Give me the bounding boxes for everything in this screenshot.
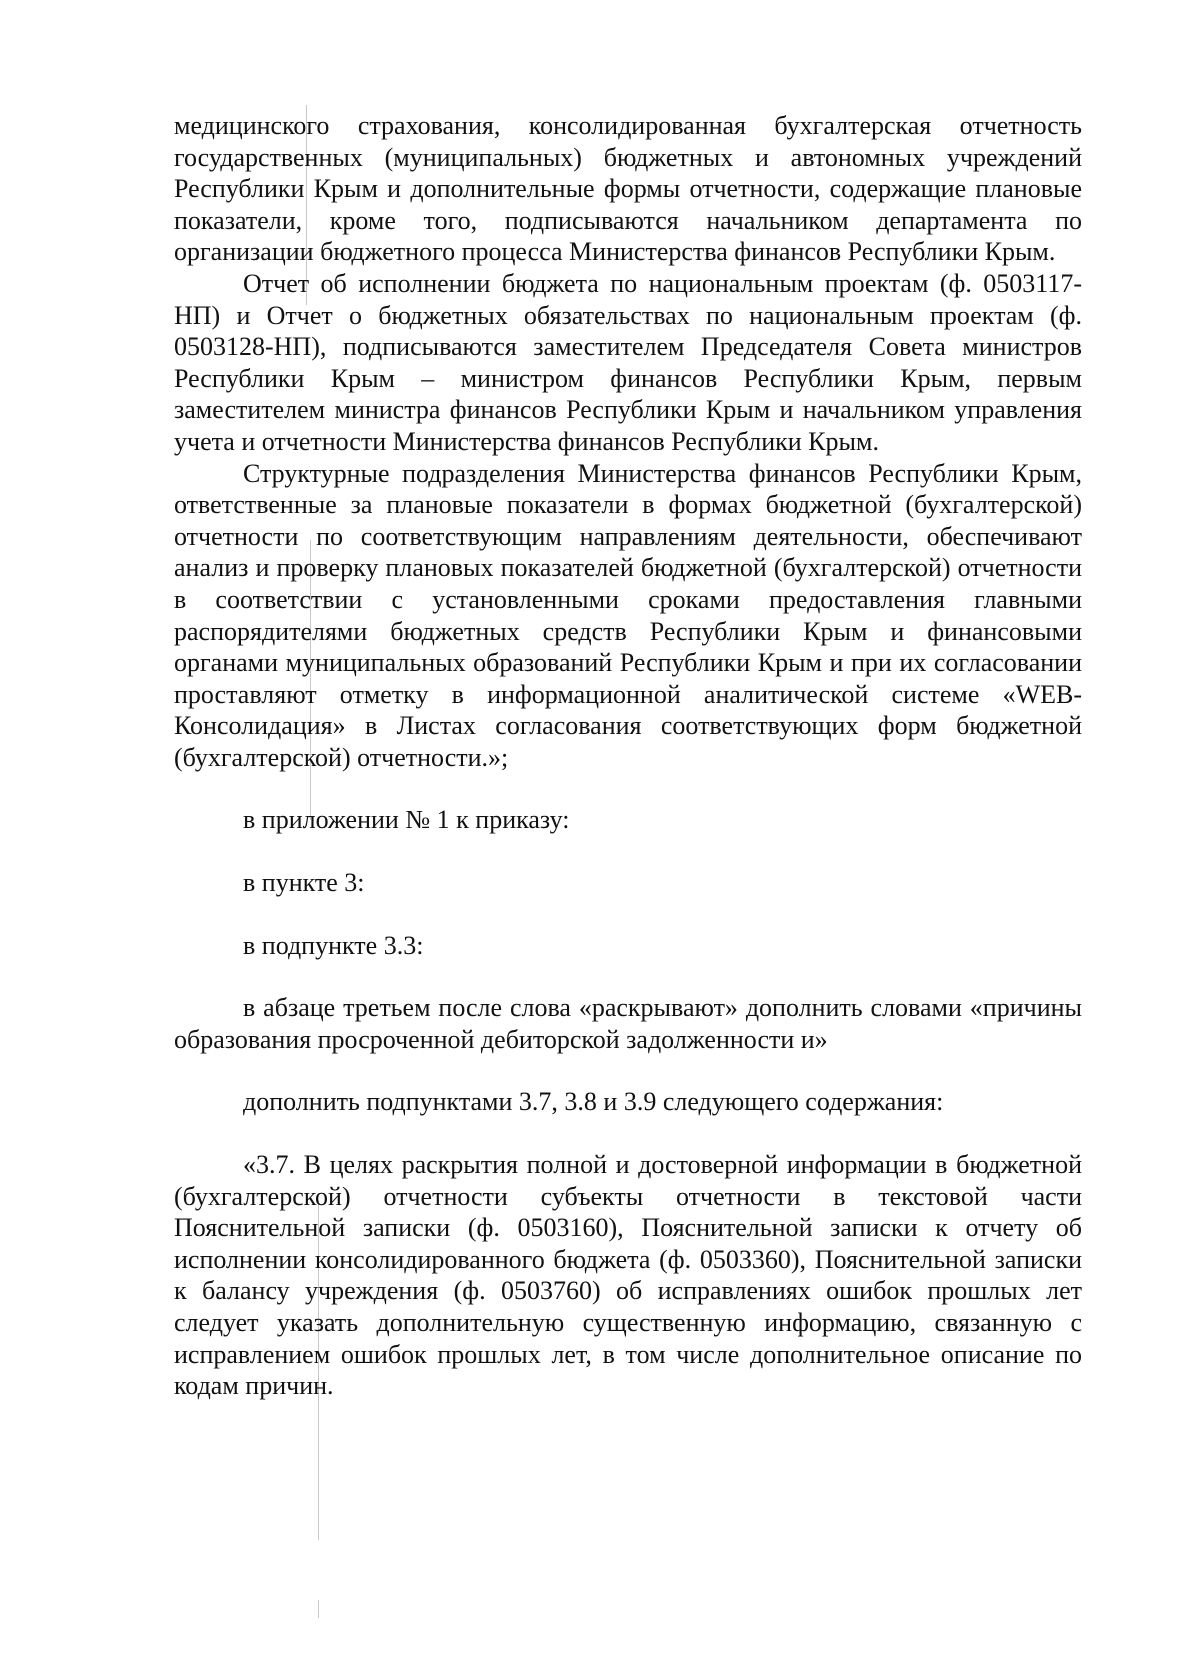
paragraph-3: Структурные подразделения Министерства финансов Республики Крым, ответственные за плановые показатели в формах бюджетной (бухгалтерской) отчетности по соответствующим направлениям деятельности, обеспечивают анализ и проверку плановых показателей бюджетной (бухгалтерской) отчетности в соответствии с установленными сроками предоставления главными распорядителями бюджетных средств Республики Крым и финансовыми органами муниципальных образований Республики Крым и при их согласовании проставляют отметку в информационной аналитической системе «WEB-Консолидация» в Листах согласования соответствующих форм бюджетной (бухгалтерской) отчетности.»; — [174, 458, 1082, 772]
paragraph-1: медицинского страхования, консолидированная бухгалтерская отчетность государственных (муниципальных) бюджетных и автономных учреждений Республики Крым и дополнительные формы отчетности, содержащие плановые показатели, кроме того, подписываются начальником департамента по организации бюджетного процесса Министерства финансов Республики Крым. — [174, 111, 1082, 267]
paragraph-6: в подпункте 3.3: — [243, 930, 424, 960]
scan-artifact-line — [318, 1600, 319, 1618]
paragraph-9: «3.7. В целях раскрытия полной и достоверной информации в бюджетной (бухгалтерской) отчетности субъекты отчетности в текстовой части Пояснительной записки (ф. 0503160), Пояснительной записки к отчету об исполнении консолидированного бюджета (ф. 0503360), Пояснительной записки к балансу учреждения (ф. 0503760) об исправлениях ошибок прошлых лет следует указать дополнительную существенную информацию, связанную с исправлением ошибок прошлых лет, в том числе дополнительное описание по кодам причин. — [174, 1150, 1082, 1401]
paragraph-7: в абзаце третьем после слова «раскрывают» дополнить словами «причины образования просроченной дебиторской задолженности и» — [174, 993, 1082, 1054]
paragraph-8: дополнить подпунктами 3.7, 3.8 и 3.9 следующего содержания: — [243, 1087, 944, 1117]
paragraph-5: в пункте 3: — [243, 868, 365, 898]
document-body — [174, 110, 1082, 1402]
paragraph-4: в приложении № 1 к приказу: — [243, 805, 570, 835]
paragraph-2: Отчет об исполнении бюджета по национальным проектам (ф. 0503117-НП) и Отчет о бюджетных обязательствах по национальным проектам (ф. 0503128-НП), подписываются заместителем Председателя Совета министров Республики Крым – министром финансов Республики Крым, первым заместителем министра финансов Республики Крым и начальником управления учета и отчетности Министерства финансов Республики Крым. — [174, 268, 1082, 456]
